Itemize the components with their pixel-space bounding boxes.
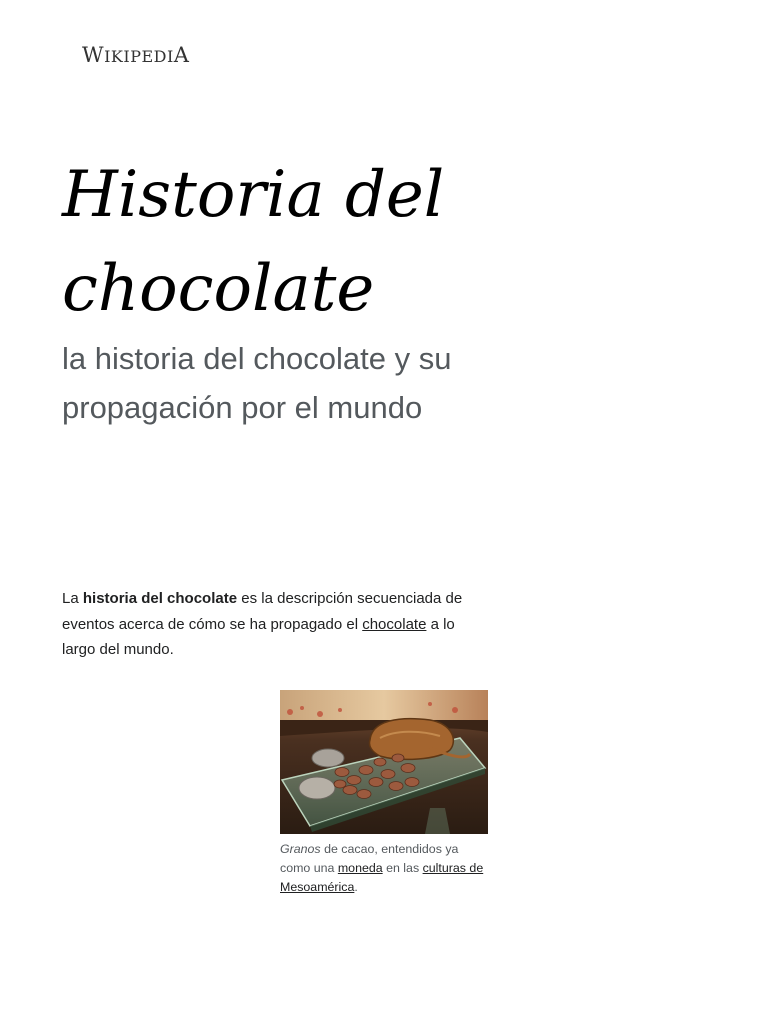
intro-text-1: La — [62, 590, 83, 607]
caption-italic: Granos — [280, 842, 321, 856]
moneda-link[interactable]: moneda — [337, 861, 383, 875]
caption-text-1: de cacao, entendidos ya como una — [280, 842, 459, 875]
title-line-2: chocolate — [62, 252, 375, 326]
wikipedia-wordmark[interactable] — [82, 42, 196, 68]
wikipedia-logo-text — [82, 42, 196, 68]
intro-paragraph — [62, 586, 472, 663]
figure-caption — [280, 840, 488, 897]
page-description: la historia del chocolate y su propagación por el mundo — [62, 341, 452, 425]
wordmark-text — [82, 68, 83, 69]
intro-bold-term: historia del chocolate — [82, 590, 238, 607]
svg-text:WIKIPEDIA: WIKIPEDIA — [82, 43, 190, 67]
caption-text-2: en las — [382, 861, 423, 875]
intro-text-3: a lo largo del mundo. — [62, 615, 455, 658]
page-title — [62, 148, 482, 336]
article-figure — [280, 690, 488, 897]
title-line-1: Historia del — [62, 158, 445, 232]
caption-text-3: . — [354, 880, 358, 894]
cacao-beans-image[interactable] — [280, 690, 488, 834]
intro-text-2: es la descripción secuenciada de eventos acerca de cómo se ha propagado el — [62, 590, 463, 633]
chocolate-link[interactable]: chocolate — [362, 615, 427, 633]
culturas-mesoamerica-link[interactable]: culturas de Mesoamérica — [280, 861, 484, 894]
